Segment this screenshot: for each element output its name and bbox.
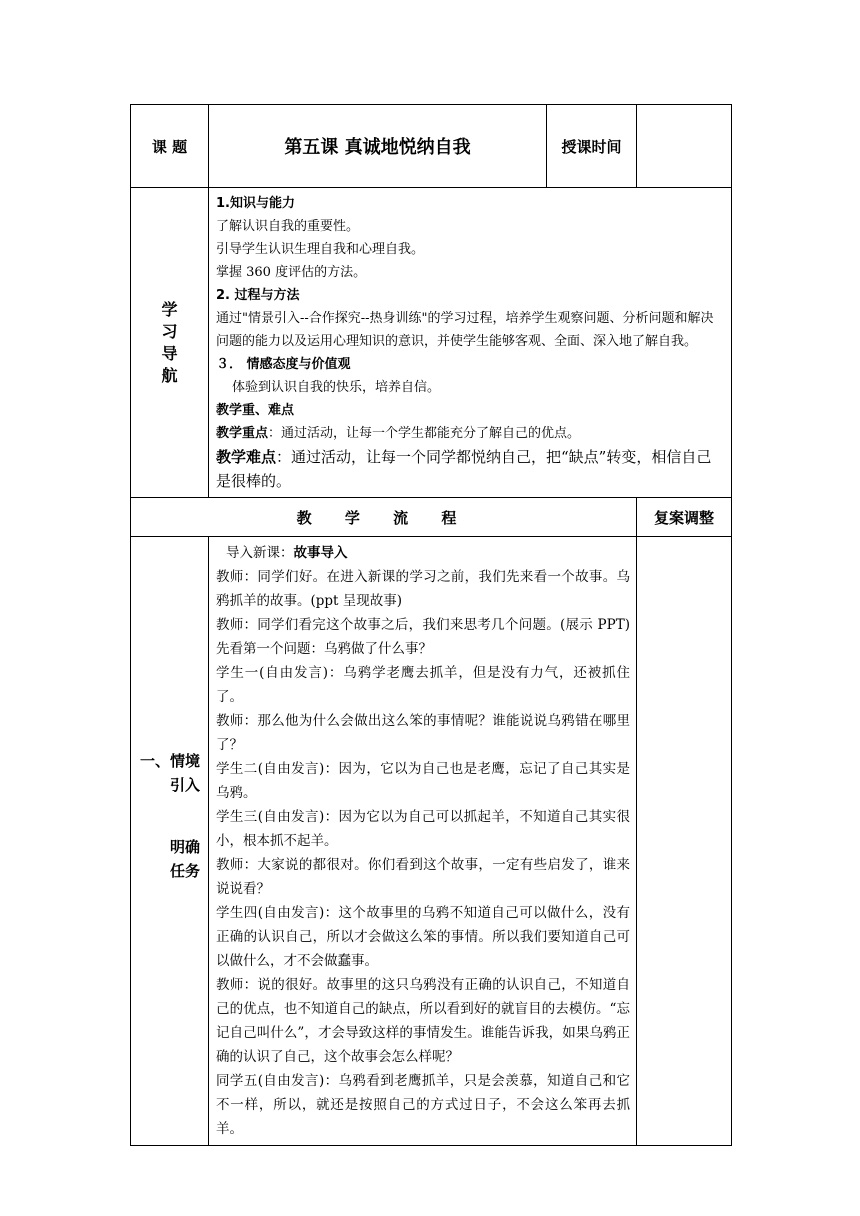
nav-content: [209, 188, 732, 498]
dialogue-paragraph: 同学五(自由发言)：乌鸦看到老鹰抓羊，只是会羡慕，知道自己和它不一样，所以，就还是按照自己的方式过日子，不会这么笨再去抓羊。: [216, 1073, 630, 1137]
key-point: [216, 422, 725, 445]
stage-line: 引入: [169, 776, 200, 794]
subject-label: 课 题: [131, 105, 209, 188]
stage-gap: [131, 797, 200, 835]
nav-label-char: 学: [161, 299, 178, 319]
key-point-label: 教学重点: [216, 426, 269, 441]
nav-label: [131, 188, 209, 498]
section3-text: 体验到认识自我的快乐，培养自信。: [232, 380, 441, 395]
adjust-cell: [637, 537, 732, 1146]
nav-label-char: 习: [161, 321, 178, 341]
dialogue-paragraph: 教师：说的很好。故事里的这只乌鸦没有正确的认识自己，不知道自己的优点，也不知道自己的缺点，所以看到好的就盲目的去模仿。“忘记自己叫什么”，才会导致这样的事情发生。谁能告诉我，如果乌鸦正确的认识了自己，这个故事会怎么样呢？: [216, 977, 630, 1065]
dialogue-paragraph: 学生四(自由发言)：这个故事里的乌鸦不知道自己可以做什么，没有正确的认识自己，所以才会做这么笨的事情。所以我们要知道自己可以做什么，才不会做蠢事。: [216, 905, 630, 969]
header-row: [131, 105, 732, 188]
nav-label-char: 航: [161, 365, 178, 385]
intro-title: 故事导入: [293, 545, 348, 561]
difficulty: [216, 445, 725, 493]
dialogue-paragraph: 学生三(自由发言)：因为它以为自己可以抓起羊，不知道自己其实很小，根本抓不起羊。: [216, 809, 630, 849]
time-label: 授课时间: [547, 105, 637, 188]
lesson-title: 第五课 真诚地悦纳自我: [209, 105, 547, 188]
difficulty-label: 教学难点: [216, 448, 277, 466]
intro-prefix: 导入新课：: [226, 545, 294, 561]
lesson-content: [209, 537, 637, 1146]
dialogue-paragraph: 教师：那么他为什么会做出这么笨的事情呢？谁能说说乌鸦错在哪里了？: [216, 713, 630, 753]
difficulty-text: ：通过活动，让每一个同学都悦纳自己，把“缺点”转变，相信自己是很棒的。: [216, 448, 712, 490]
flow-header-row: [131, 498, 732, 537]
nav-label-char: 导: [161, 343, 178, 363]
section2-title: 2. 过程与方法: [216, 288, 300, 303]
stage-line: 明确: [169, 838, 200, 856]
section3-title: ３． 情感态度与价值观: [216, 357, 351, 372]
lesson-row: [131, 537, 732, 1146]
section2-text: 通过"情景引入--合作探究--热身训练"的学习过程，培养学生观察问题、分析问题和解决问题的能力以及运用心理知识的意识，并使学生能够客观、全面、深入地了解自我。: [216, 311, 714, 349]
dialogue-paragraph: 教师：同学们看完这个故事之后，我们来思考几个问题。(展示 PPT)先看第一个问题：乌鸦做了什么事？: [216, 617, 630, 657]
stage-line: 一、情境: [139, 752, 200, 770]
dialogue-paragraph: 教师：同学们好。在进入新课的学习之前，我们先来看一个故事。乌鸦抓羊的故事。(ppt 呈现故事): [216, 569, 630, 609]
intro-line: [216, 541, 630, 565]
section1-line: 了解认识自我的重要性。: [216, 219, 360, 234]
stage-line: 任务: [169, 862, 200, 880]
stage-label: [131, 537, 209, 1146]
dialogue-paragraph: 学生一(自由发言)：乌鸦学老鹰去抓羊，但是没有力气，还被抓住了。: [216, 665, 630, 705]
dialogue-paragraph: 教师：大家说的都很对。你们看到这个故事，一定有些启发了，谁来说说看？: [216, 857, 630, 897]
lesson-plan-table: [130, 104, 731, 1146]
nav-row: [131, 188, 732, 498]
section1-line: 掌握 360 度评估的方法。: [216, 265, 367, 280]
section1-line: 引导学生认识生理自我和心理自我。: [216, 242, 425, 257]
key-point-text: ：通过活动，让每一个学生都能充分了解自己的优点。: [268, 426, 581, 441]
dialogue-paragraph: 学生二(自由发言)：因为，它以为自己也是老鹰，忘记了自己其实是乌鸦。: [216, 761, 630, 801]
time-value: [637, 105, 732, 188]
section1-title: 1.知识与能力: [216, 196, 295, 211]
flow-title: 教 学 流 程: [131, 498, 637, 537]
adjust-label: 复案调整: [637, 498, 732, 537]
key-title: 教学重、难点: [216, 403, 295, 418]
